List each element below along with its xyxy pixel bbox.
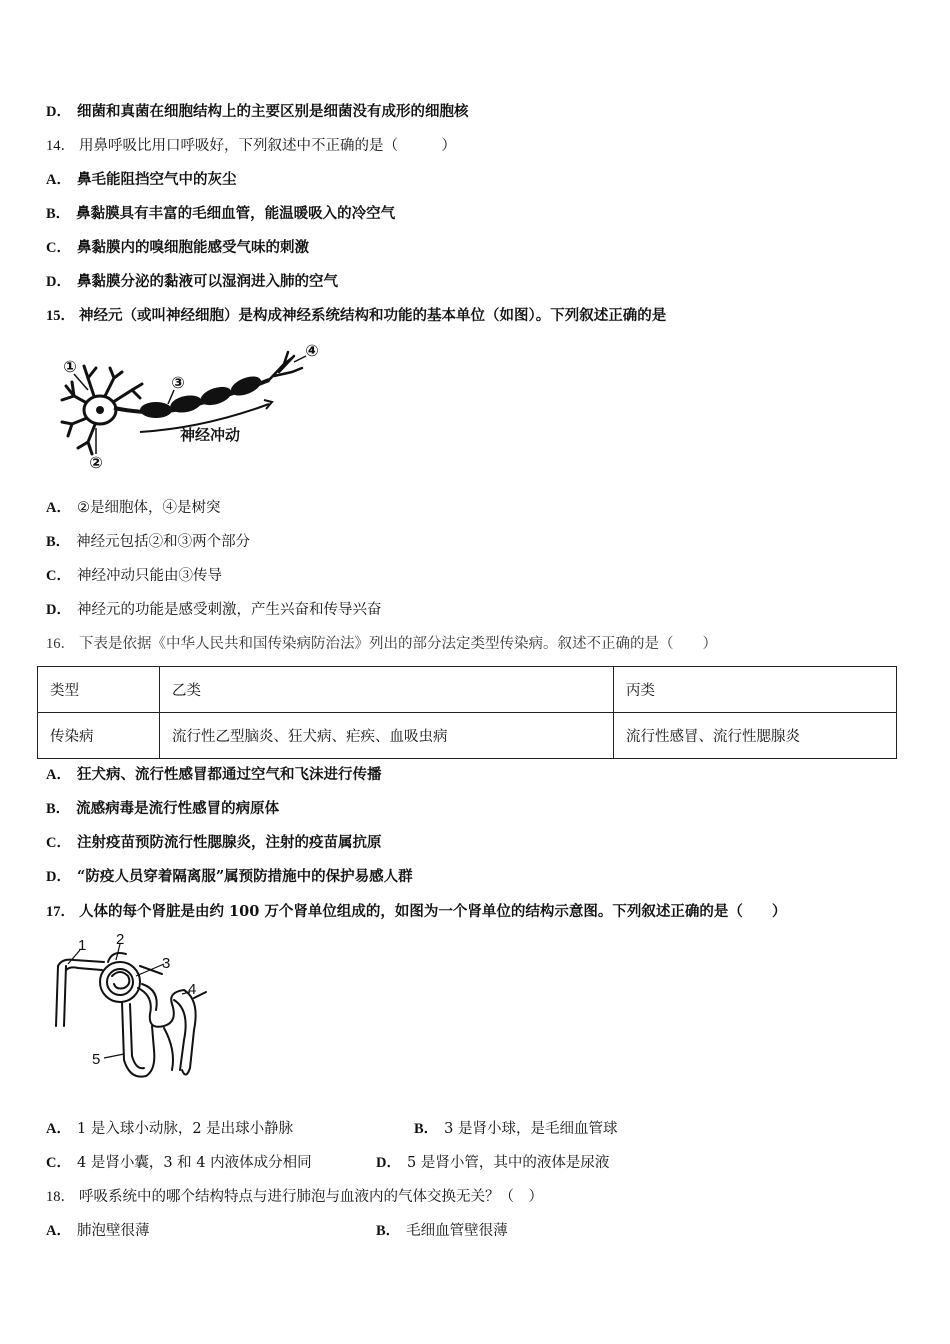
q17-option-d: D． 5 是肾小管，其中的液体是尿液 [376,1155,610,1171]
neuron-caption: 神经冲动 [180,426,241,444]
table-cell: 丙类 [614,667,897,713]
q14-option-c: C． 鼻黏膜内的嗅细胞能感受气味的刺激 [46,239,309,256]
table-cell: 乙类 [160,667,614,713]
q17-option-a: A． 1 是入球小动脉，2 是出球小静脉 [46,1121,294,1137]
q16-option-d: D． “防疫人员穿着隔离服”属预防措施中的保护易感人群 [46,868,413,885]
q18-option-a: A． 肺泡壁很薄 [46,1223,150,1239]
table-cell: 流行性乙型脑炎、狂犬病、疟疾、血吸虫病 [160,713,614,759]
q18-option-b: B． 毛细血管壁很薄 [376,1223,508,1239]
nephron-mark-3: 3 [162,955,171,972]
table-cell: 流行性感冒、流行性腮腺炎 [614,713,897,759]
q17-option-b: B． 3 是肾小球，是毛细血管球 [414,1121,618,1137]
q14-option-d: D． 鼻黏膜分泌的黏液可以湿润进入肺的空气 [46,273,338,290]
table-cell: 类型 [38,667,160,713]
q15-option-d: D． 神经元的功能是感受刺激，产生兴奋和传导兴奋 [46,602,382,618]
table-header-row [38,667,897,713]
nephron-mark-1: 1 [78,937,87,954]
q15-option-b: B． 神经元包括②和③两个部分 [46,534,251,550]
q15-stem: 15． 神经元（或叫神经细胞）是构成神经系统结构和功能的基本单位（如图）。下列叙述正确的是 [46,307,667,324]
q14-option-a: A． 鼻毛能阻挡空气中的灰尘 [46,171,237,188]
neuron-mark-3: ③ [171,373,185,392]
nephron-mark-4: 4 [188,981,197,998]
q16-option-a: A． 狂犬病、流行性感冒都通过空气和飞沫进行传播 [46,766,382,783]
nephron-figure [44,930,220,1090]
q16-option-b: B． 流感病毒是流行性感冒的病原体 [46,800,280,817]
q16-option-c: C． 注射疫苗预防流行性腮腺炎，注射的疫苗属抗原 [46,834,382,851]
q13-option-d: D． 细菌和真菌在细胞结构上的主要区别是细菌没有成形的细胞核 [46,103,469,120]
neuron-mark-1: ① [63,357,77,376]
nephron-mark-5: 5 [92,1051,101,1068]
q16-stem: 16． 下表是依据《中华人民共和国传染病防治法》列出的部分法定类型传染病。叙述不正确的是（ ） [46,636,717,652]
q14-option-b: B． 鼻黏膜具有丰富的毛细血管，能温暖吸入的冷空气 [46,205,396,222]
table-row [38,713,897,759]
nephron-mark-2: 2 [116,931,125,948]
q18-stem: 18． 呼吸系统中的哪个结构特点与进行肺泡与血液内的气体交换无关？（ ） [46,1189,543,1205]
q14-stem: 14． 用鼻呼吸比用口呼吸好，下列叙述中不正确的是（ ） [46,138,456,154]
neuron-mark-4: ④ [305,341,319,360]
q17-option-c: C． 4 是肾小囊，3 和 4 内液体成分相同 [46,1155,312,1171]
neuron-mark-2: ② [89,453,103,472]
table-cell: 传染病 [38,713,160,759]
q15-option-a: A． ②是细胞体，④是树突 [46,500,221,516]
disease-table [37,666,897,759]
q15-option-c: C． 神经冲动只能由③传导 [46,568,222,584]
q17-stem: 17． 人体的每个肾脏是由约 100 万个肾单位组成的，如图为一个肾单位的结构示意图。下列叙述正确的是（ ） [46,903,787,920]
neuron-figure [44,338,344,478]
